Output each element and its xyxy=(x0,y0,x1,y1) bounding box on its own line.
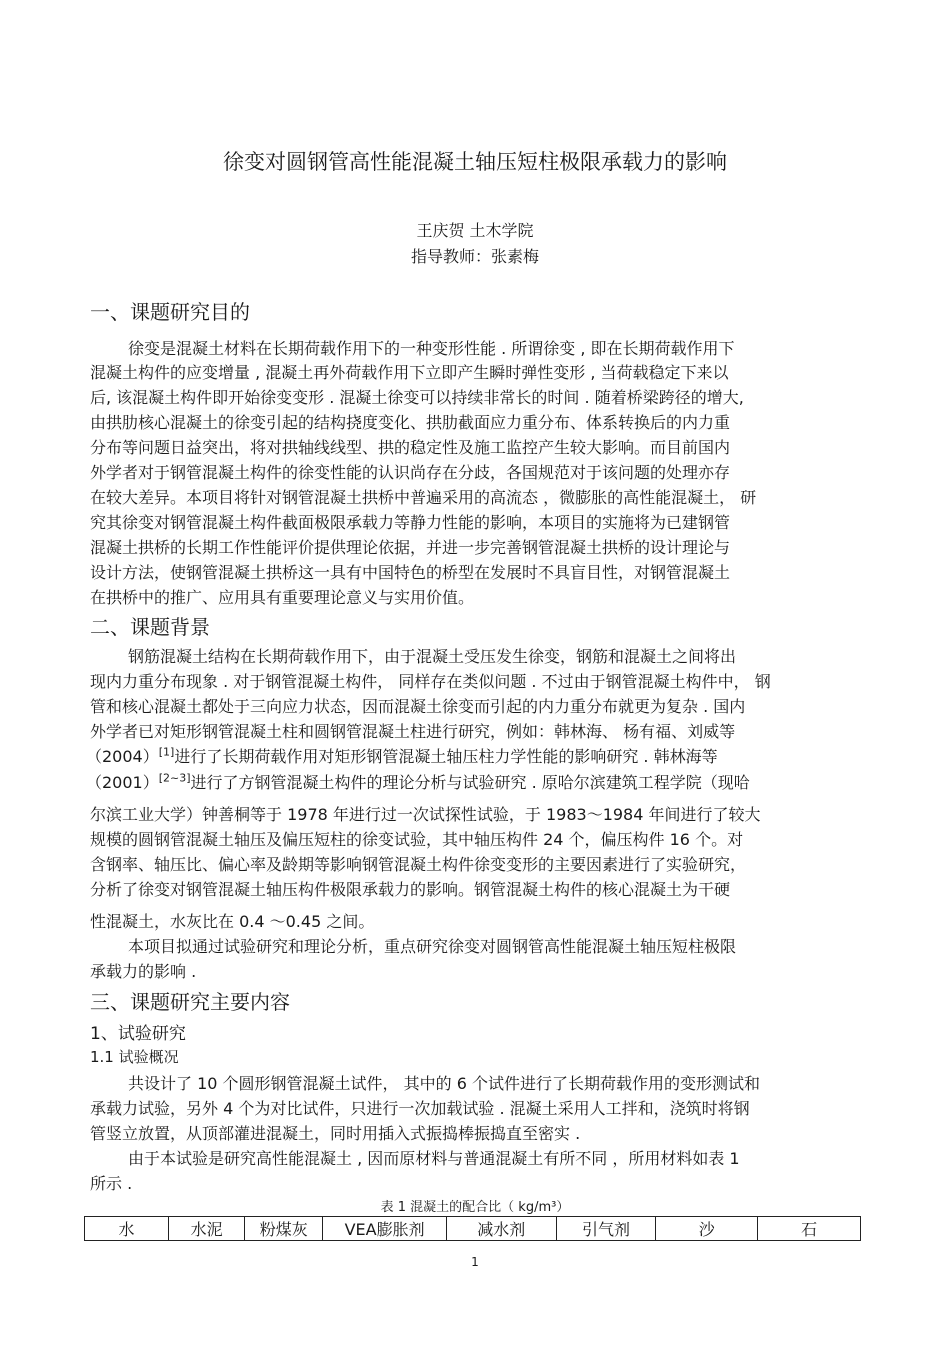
para3-line: 承载力的影响 . xyxy=(90,962,197,981)
section-heading-purpose: 一、课题研究目的 xyxy=(90,300,250,324)
para1-line: 外学者对于钢管混凝土构件的徐变性能的认识尚存在分歧，各国规范对于该问题的处理亦存 xyxy=(90,463,731,482)
para1-line: 在拱桥中的推广、应用具有重要理论意义与实用价值。 xyxy=(90,588,475,607)
para2-line: 分析了徐变对钢管混凝土轴压构件极限承载力的影响。钢管混凝土构件的核心混凝土为干硬 xyxy=(90,880,731,899)
table-header-row xyxy=(85,1217,861,1241)
author-line: 王庆贺 土木学院 xyxy=(416,221,534,240)
para3-line: 本项目拟通过试验研究和理论分析，重点研究徐变对圆钢管高性能混凝土轴压短柱极限 xyxy=(128,937,737,956)
para2-line: 性混凝土，水灰比在 0.4 ～0.45 之间。 xyxy=(90,912,375,931)
subsection-heading: 1、试验研究 xyxy=(90,1024,186,1044)
para4-line: 共设计了 10 个圆形钢管混凝土试件， 其中的 6 个试件进行了长期荷载作用的变形测试和 xyxy=(128,1074,760,1093)
table-header-cell: 水泥 xyxy=(169,1217,245,1241)
para1-line: 徐变是混凝土材料在长期荷载作用下的一种变形性能 . 所谓徐变 , 即在长期荷载作用下 xyxy=(128,339,735,358)
table-header-cell: 粉煤灰 xyxy=(245,1217,323,1241)
para2-line xyxy=(86,770,750,793)
para2-line: 尔滨工业大学）钟善桐等于 1978 年进行过一次试探性试验，于 1983～1984 年间进行了较大 xyxy=(90,805,761,824)
para1-line: 混凝土拱桥的长期工作性能评价提供理论依据，并进一步完善钢管混凝土拱桥的设计理论与 xyxy=(90,538,731,557)
para5-line: 所示 . xyxy=(90,1174,133,1193)
para2-line: 钢筋混凝土结构在长期荷载作用下，由于混凝土受压发生徐变，钢筋和混凝土之间将出 xyxy=(128,647,737,666)
table-header-cell: 石 xyxy=(758,1217,861,1241)
page-number: 1 xyxy=(471,1255,479,1269)
para1-line: 由拱肋核心混凝土的徐变引起的结构挠度变化、拱肋截面应力重分布、体系转换后的内力重 xyxy=(90,413,731,432)
para1-line: 设计方法，使钢管混凝土拱桥这一具有中国特色的桥型在发展时不具盲目性，对钢管混凝土 xyxy=(90,563,731,582)
line-text: 进行了方钢管混凝土构件的理论分析与试验研究 . 原哈尔滨建筑工程学院（现哈 xyxy=(190,773,750,792)
para1-line: 在较大差异。本项目将针对钢管混凝土拱桥中普遍采用的高流态 ，微膨胀的高性能混凝土， 研 xyxy=(90,488,757,507)
year-text: （2004） xyxy=(86,747,159,766)
citation: [1] xyxy=(158,745,175,759)
mix-ratio-table xyxy=(84,1216,861,1241)
para2-line xyxy=(86,744,718,767)
table-header-cell: 沙 xyxy=(656,1217,758,1241)
section-heading-background: 二、课题背景 xyxy=(90,615,210,639)
para1-line: 分布等问题日益突出，将对拱轴线线型、拱的稳定性及施工监控产生较大影响。而目前国内 xyxy=(90,438,731,457)
para2-line: 外学者已对矩形钢管混凝土柱和圆钢管混凝土柱进行研究，例如：韩林海、 杨有福、刘威等 xyxy=(90,722,736,741)
para1-line: 后, 该混凝土构件即开始徐变变形 . 混凝土徐变可以持续非常长的时间 . 随着桥梁跨径的增大, xyxy=(90,388,744,407)
subsubsection-heading: 1.1 试验概况 xyxy=(90,1048,179,1066)
table-header-cell: VEA膨胀剂 xyxy=(323,1217,447,1241)
para2-line: 规模的圆钢管混凝土轴压及偏压短柱的徐变试验，其中轴压构件 24 个，偏压构件 16 个。对 xyxy=(90,830,744,849)
table-header-cell: 水 xyxy=(85,1217,169,1241)
para1-line: 究其徐变对钢管混凝土构件截面极限承载力等静力性能的影响，本项目的实施将为已建钢管 xyxy=(90,513,731,532)
para2-line: 现内力重分布现象 . 对于钢管混凝土构件， 同样存在类似问题 . 不过由于钢管混凝土构件中， 钢 xyxy=(90,672,771,691)
para2-line: 管和核心混凝土都处于三向应力状态，因而混凝土徐变而引起的内力重分布就更为复杂 . 国内 xyxy=(90,697,746,716)
line-text: 进行了长期荷载作用对矩形钢管混凝土轴压柱力学性能的影响研究 . 韩林海等 xyxy=(174,747,718,766)
year-text: （2001） xyxy=(86,773,159,792)
para4-line: 承载力试验，另外 4 个为对比试件，只进行一次加载试验 . 混凝土采用人工拌和，浇筑时将钢 xyxy=(90,1099,750,1118)
para2-line: 含钢率、轴压比、偏心率及龄期等影响钢管混凝土构件徐变变形的主要因素进行了实验研究， xyxy=(90,855,747,874)
section-heading-content: 三、课题研究主要内容 xyxy=(90,990,290,1014)
para1-line: 混凝土构件的应变增量 , 混凝土再外荷载作用下立即产生瞬时弹性变形 , 当荷载稳定下来以 xyxy=(90,363,729,382)
citation: [2~3] xyxy=(158,771,191,785)
para5-line: 由于本试验是研究高性能混凝土 , 因而原材料与普通混凝土有所不同 ，所用材料如表 1 xyxy=(128,1149,740,1168)
para4-line: 管竖立放置，从顶部灌进混凝土，同时用插入式振捣棒振捣直至密实 . xyxy=(90,1124,581,1143)
table-header-cell: 减水剂 xyxy=(446,1217,556,1241)
paper-title: 徐变对圆钢管高性能混凝土轴压短柱极限承载力的影响 xyxy=(223,150,727,174)
table-header-cell: 引气剂 xyxy=(556,1217,656,1241)
advisor-line: 指导教师：张素梅 xyxy=(410,247,539,266)
table-caption: 表 1 混凝土的配合比（ kg/m³） xyxy=(380,1200,570,1215)
